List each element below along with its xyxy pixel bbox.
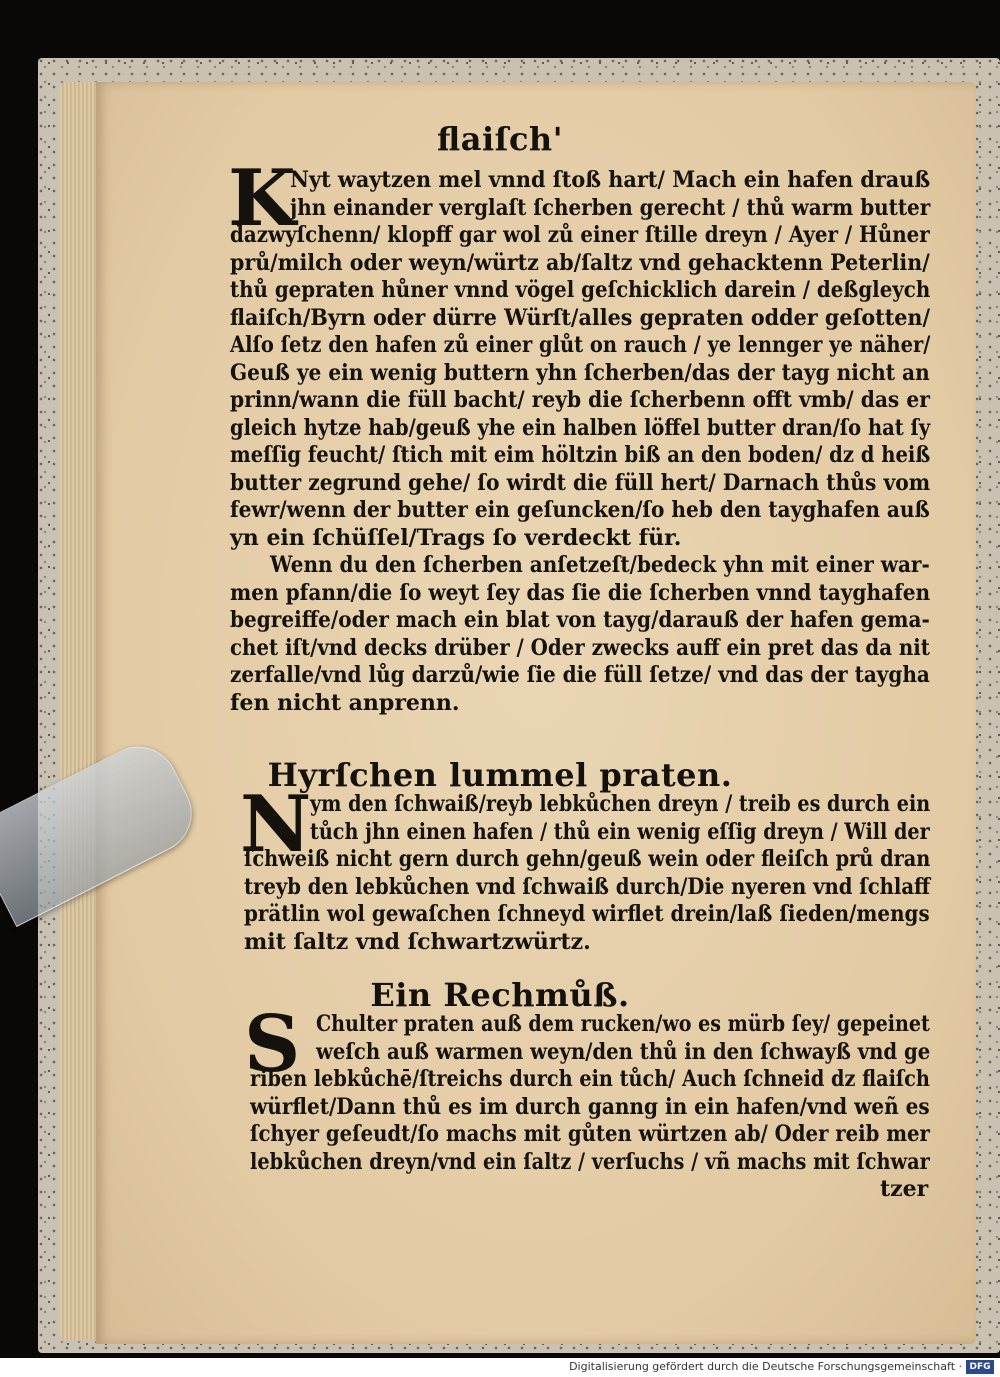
text-line: Nyt waytzen mel vnnd ſtoß hart/ Mach ein hafen drauß: [290, 167, 931, 193]
section-heading: ﬂaiſch': [437, 120, 563, 158]
text-line: men pfann/die ſo weyt ſey das ſie die ſcherben vnnd tayghafen: [230, 579, 931, 606]
section-heading: Hyrſchen lummel praten.: [267, 756, 733, 794]
text-line: Wenn du den ſcherben anſetzeſt/bedeck yhn mit einer war-: [270, 552, 930, 578]
drop-cap: K: [228, 153, 296, 244]
text-line: chet iſt/vnd decks drüber / Oder zwecks auff ein pret das da nit: [230, 634, 930, 661]
drop-cap: N: [240, 779, 312, 870]
text-line: gleich hytze hab/geuß yhe ein halben löffel butter dran/ſo hat ſy: [230, 414, 931, 441]
text-line: ſchyer geſeudt/ſo machs mit gůten würtzen ab/ Oder reib mer: [250, 1121, 930, 1147]
text-line: treyb den lebkůchen vnd ſchwaiß durch/Die nyeren vnd ſchlaff: [244, 873, 931, 900]
text-line: meſſig feucht/ ſtich mit eim höltzin biß an den boden/ dz d heiß: [230, 442, 931, 468]
text-line: Geuß ye ein wenig buttern yhn ſcherben/das der tayg nicht an: [230, 359, 930, 386]
text-line: tzer: [880, 1176, 929, 1202]
text-line: ym den ſchwaiß/reyb lebkůchen dreyn / treib es durch ein: [310, 791, 931, 817]
footer-credit: Digitalisierung gefördert durch die Deutsche Forschungsgemeinschaft ·: [569, 1360, 962, 1373]
text-line: prů/milch oder weyn/würtz ab/ſaltz vnd gehacktenn Peterlin/: [230, 249, 930, 276]
text-line: jhn einander verglaſt ſcherben gerecht / thů warm butter: [290, 194, 931, 221]
text-line: weſch auß warmen weyn/den thů in den ſchwayß vnd ge: [316, 1038, 931, 1065]
text-line: würflet/Dann thů es im durch ganng in ein hafen/vnd weñ es: [250, 1093, 930, 1120]
text-line: fen nicht anprenn.: [230, 689, 460, 716]
section-heading: Ein Rechmůß.: [370, 976, 630, 1014]
text-line: prinn/wann die füll bacht/ reyb die ſcherbenn offt vmb/ das er: [230, 387, 930, 413]
text-line: ﬂaiſch/Byrn oder dürre Würſt/alles gepraten odder geſotten/: [230, 304, 931, 331]
text-line: yn ein ſchüſſel/Trags ſo verdeckt für.: [230, 524, 682, 551]
text-line: thů gepraten hůner vnnd vögel geſchicklich darein / deßgleych: [230, 277, 931, 303]
text-line: fewr/wenn der butter ein geſuncken/ſo heb den tayghafen auß: [230, 497, 930, 523]
text-line: mit ſaltz vnd ſchwartzwürtz.: [244, 928, 591, 955]
text-line: butter zegrund gehe/ ſo wirdt die füll hert/ Darnach thůs vom: [230, 469, 931, 496]
text-line: Chulter praten auß dem rucken/wo es mürb ſey/ gepeinet: [316, 1011, 930, 1037]
text-line: prätlin wol gewaſchen ſchneyd wirflet drein/laß ſieden/mengs: [244, 901, 930, 927]
text-line: riben lebkůchē/ſtreichs durch ein tůch/ Auch ſchneid dz flaiſch: [250, 1066, 930, 1092]
text-line: tůch jhn einen hafen / thů ein wenig eſſig dreyn / Will der: [310, 818, 930, 845]
text-line: ſchweiß nicht gern durch gehn/geuß wein oder fleiſch prů dran: [244, 846, 931, 872]
text-line: Alſo ſetz den hafen zů einer glůt on rauch / ye lennger ye näher/: [230, 332, 931, 358]
text-line: lebkůchen dreyn/vnd ein ſaltz / verſuchs / vñ machs mit ſchwar: [250, 1148, 930, 1175]
text-line: zerfalle/vnd lůg darzů/wie ſie die füll ſetze/ vnd das der taygha: [230, 662, 930, 688]
text-line: begreiffe/oder mach ein blat von tayg/darauß der hafen gema-: [230, 607, 930, 633]
dfg-logo: DFG: [966, 1360, 994, 1374]
drop-cap: S: [244, 999, 301, 1090]
text-line: dazwyſchenn/ klopff gar wol zů einer ſtille dreyn / Ayer / Hůner: [230, 222, 930, 248]
